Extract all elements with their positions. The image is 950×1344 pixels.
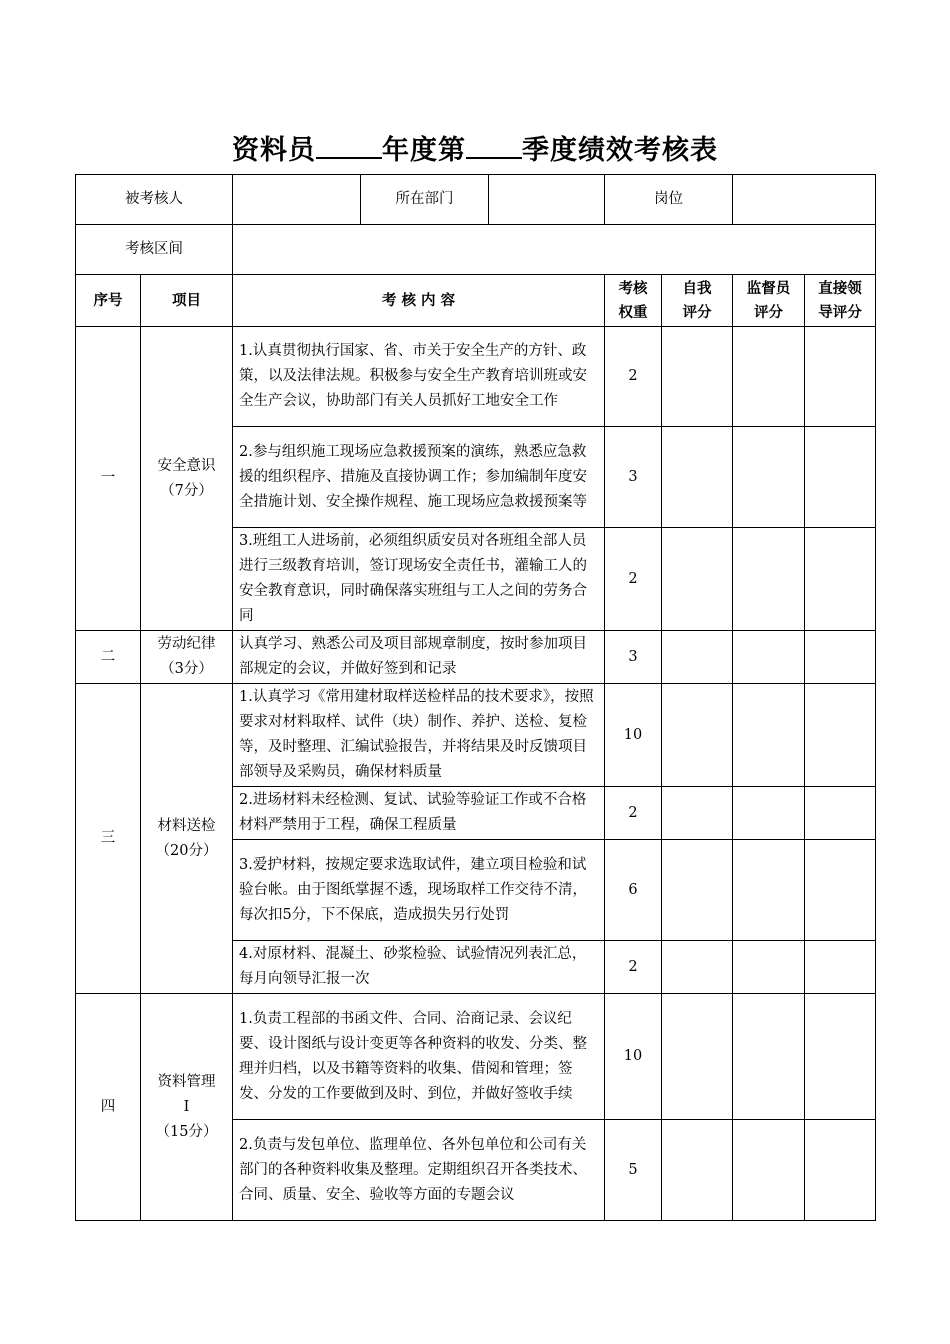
supervisor-score-cell[interactable] (733, 327, 805, 427)
supervisor-score-cell[interactable] (733, 994, 805, 1120)
header-leader-score: 直接领 导评分 (805, 275, 876, 327)
supervisor-score-cell[interactable] (733, 941, 805, 994)
supervisor-score-cell[interactable] (733, 787, 805, 840)
leader-score-cell[interactable] (805, 941, 876, 994)
criterion-weight: 2 (605, 327, 662, 427)
criterion-content: 2.参与组织施工现场应急救援预案的演练，熟悉应急救援的组织程序、措施及直接协调工作；参加编制年度安全措施计划、安全操作规程、施工现场应急救援预案等 (233, 427, 605, 528)
criterion-weight: 5 (605, 1120, 662, 1221)
criterion-weight: 10 (605, 684, 662, 787)
supervisor-score-cell[interactable] (733, 631, 805, 684)
info-row-2 (76, 225, 876, 275)
section-item: 安全意识 （7分） (141, 327, 233, 631)
criterion-weight: 6 (605, 840, 662, 941)
supervisor-score-cell[interactable] (733, 1120, 805, 1221)
position-label: 岗位 (605, 175, 733, 225)
criterion-content: 2.负责与发包单位、监理单位、各外包单位和公司有关部门的各种资料收集及整理。定期组织召开各类技术、合同、质量、安全、验收等方面的专题会议 (233, 1120, 605, 1221)
title-part-2: 年度第 (382, 135, 466, 166)
section-seq: 三 (76, 684, 141, 994)
criterion-content: 4.对原材料、混凝土、砂浆检验、试验情况列表汇总，每月向领导汇报一次 (233, 941, 605, 994)
info-row-1 (76, 175, 876, 225)
leader-score-cell[interactable] (805, 684, 876, 787)
header-item: 项目 (141, 275, 233, 327)
examinee-label: 被考核人 (76, 175, 233, 225)
quarter-blank (466, 135, 522, 159)
supervisor-score-cell[interactable] (733, 840, 805, 941)
self-score-cell[interactable] (662, 787, 733, 840)
period-value-cell[interactable] (233, 225, 876, 275)
criterion-weight: 2 (605, 941, 662, 994)
supervisor-score-cell[interactable] (733, 528, 805, 631)
supervisor-score-cell[interactable] (733, 427, 805, 528)
page-title (0, 128, 950, 167)
criterion-content: 1.负责工程部的书函文件、合同、洽商记录、会议纪要、设计图纸与设计变更等各种资料的收发、分类、整理并归档，以及书籍等资料的收集、借阅和管理；签发、分发的工作要做到及时、到位，并做好签收手续 (233, 994, 605, 1120)
criterion-weight: 3 (605, 427, 662, 528)
self-score-cell[interactable] (662, 840, 733, 941)
dept-value-cell[interactable] (489, 175, 605, 225)
evaluation-table (75, 174, 876, 1221)
leader-score-cell[interactable] (805, 787, 876, 840)
header-self-score: 自我 评分 (662, 275, 733, 327)
criterion-weight: 2 (605, 528, 662, 631)
header-supervisor-score: 监督员 评分 (733, 275, 805, 327)
criterion-weight: 3 (605, 631, 662, 684)
leader-score-cell[interactable] (805, 840, 876, 941)
leader-score-cell[interactable] (805, 1120, 876, 1221)
criterion-content: 3.班组工人进场前，必须组织质安员对各班组全部人员进行三级教育培训，签订现场安全责任书，灌输工人的安全教育意识，同时确保落实班组与工人之间的劳务合同 (233, 528, 605, 631)
section-item: 材料送检 （20分） (141, 684, 233, 994)
leader-score-cell[interactable] (805, 994, 876, 1120)
criterion-weight: 10 (605, 994, 662, 1120)
self-score-cell[interactable] (662, 631, 733, 684)
self-score-cell[interactable] (662, 1120, 733, 1221)
self-score-cell[interactable] (662, 327, 733, 427)
criterion-content: 3.爱护材料，按规定要求选取试件，建立项目检验和试验台帐。由于图纸掌握不透，现场取样工作交待不清，每次扣5分，下不保底，造成损失另行处罚 (233, 840, 605, 941)
period-label: 考核区间 (76, 225, 233, 275)
criterion-content: 1.认真学习《常用建材取样送检样品的技术要求》，按照要求对材料取样、试件（块）制作、养护、送检、复检等，及时整理、汇编试验报告，并将结果及时反馈项目部领导及采购员，确保材料质量 (233, 684, 605, 787)
self-score-cell[interactable] (662, 427, 733, 528)
criterion-content: 1.认真贯彻执行国家、省、市关于安全生产的方针、政策，以及法律法规。积极参与安全生产教育培训班或安全生产会议，协助部门有关人员抓好工地安全工作 (233, 327, 605, 427)
dept-label: 所在部门 (361, 175, 489, 225)
section-item: 资料管理 Ⅰ （15分） (141, 994, 233, 1221)
header-weight: 考核 权重 (605, 275, 662, 327)
leader-score-cell[interactable] (805, 631, 876, 684)
title-part-1: 资料员 (232, 135, 316, 166)
leader-score-cell[interactable] (805, 327, 876, 427)
criterion-content: 2.进场材料未经检测、复试、试验等验证工作或不合格材料严禁用于工程，确保工程质量 (233, 787, 605, 840)
year-blank (316, 135, 382, 159)
self-score-cell[interactable] (662, 994, 733, 1120)
leader-score-cell[interactable] (805, 528, 876, 631)
examinee-value-cell[interactable] (233, 175, 361, 225)
self-score-cell[interactable] (662, 528, 733, 631)
self-score-cell[interactable] (662, 684, 733, 787)
table-row (76, 327, 876, 427)
header-seq: 序号 (76, 275, 141, 327)
leader-score-cell[interactable] (805, 427, 876, 528)
section-item: 劳动纪律 （3分） (141, 631, 233, 684)
title-part-3: 季度绩效考核表 (522, 135, 718, 166)
table-row (76, 684, 876, 787)
supervisor-score-cell[interactable] (733, 684, 805, 787)
header-content: 考 核 内 容 (233, 275, 605, 327)
table-row (76, 994, 876, 1120)
criterion-content: 认真学习、熟悉公司及项目部规章制度，按时参加项目部规定的会议，并做好签到和记录 (233, 631, 605, 684)
criterion-weight: 2 (605, 787, 662, 840)
header-row (76, 275, 876, 327)
table-row (76, 631, 876, 684)
section-seq: 一 (76, 327, 141, 631)
self-score-cell[interactable] (662, 941, 733, 994)
section-seq: 二 (76, 631, 141, 684)
position-value-cell[interactable] (733, 175, 876, 225)
section-seq: 四 (76, 994, 141, 1221)
